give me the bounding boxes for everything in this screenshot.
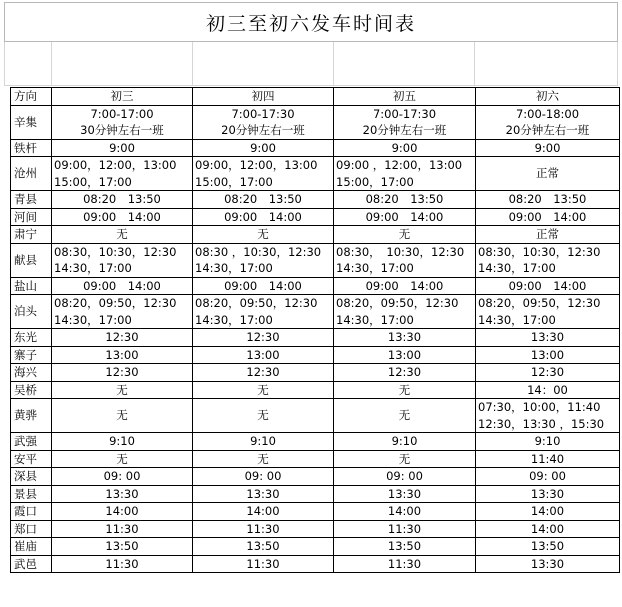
time-text: 13:30: [530, 556, 565, 571]
city-cell[interactable]: 黄骅: [11, 399, 52, 433]
city-cell[interactable]: 崔庙: [11, 538, 52, 556]
time-text: 08:20，09:50，12:30: [195, 296, 318, 310]
time-cell[interactable]: [334, 191, 476, 209]
time-cell[interactable]: [52, 450, 193, 468]
time-text: 13:00: [246, 347, 280, 362]
time-text: 无: [257, 227, 269, 241]
time-cell[interactable]: [193, 139, 334, 157]
time-cell[interactable]: [476, 503, 620, 521]
time-text: 08:30，10:30，12:30: [478, 244, 601, 259]
time-text: 14:00: [387, 504, 422, 518]
time-text: 14:30，17:00: [478, 261, 556, 275]
table-row: [11, 105, 620, 139]
time-text: 08:20 13:50: [224, 192, 302, 206]
time-text: 15:00，17:00: [195, 174, 273, 189]
city-cell[interactable]: 辛集: [11, 105, 52, 139]
time-text: 09:00 14:00: [508, 278, 587, 293]
time-cell[interactable]: [334, 277, 476, 295]
time-text: 7:00-17:30: [372, 106, 437, 121]
header-cell-day[interactable]: 初三: [52, 88, 193, 106]
city-cell[interactable]: 泊头: [11, 295, 52, 329]
time-cell[interactable]: [52, 364, 193, 382]
time-cell[interactable]: [476, 485, 620, 503]
time-text: 14:30，17:00: [54, 312, 132, 327]
time-cell[interactable]: [334, 381, 476, 399]
time-text: 13:30: [246, 486, 280, 501]
table-row: [11, 329, 620, 347]
time-cell[interactable]: [193, 191, 334, 209]
time-text: 08:30 ，10:30，12:30: [195, 244, 322, 259]
time-cell[interactable]: [52, 277, 193, 295]
table-row: [11, 208, 620, 226]
time-text: 09:00 ，12:00，13:00: [336, 158, 463, 172]
time-text: 14：00: [527, 382, 568, 397]
time-text: 9:00: [391, 140, 418, 155]
city-cell[interactable]: 东光: [11, 329, 52, 347]
time-cell[interactable]: [476, 468, 620, 486]
time-cell[interactable]: [193, 450, 334, 468]
time-cell[interactable]: [334, 399, 476, 433]
time-cell[interactable]: [334, 295, 476, 329]
time-text: 13:30: [387, 486, 422, 501]
table-row: [11, 538, 620, 556]
table-row: [11, 295, 620, 329]
table-row: [11, 520, 620, 538]
table-row: [11, 157, 620, 191]
time-text: 20分钟左右一班: [505, 123, 590, 137]
time-text: 无: [116, 382, 128, 397]
header-cell-day[interactable]: 初六: [476, 88, 620, 106]
header-cell-day[interactable]: 初四: [193, 88, 334, 106]
time-cell[interactable]: [193, 468, 334, 486]
city-cell[interactable]: 吴桥: [11, 381, 52, 399]
time-cell[interactable]: [334, 485, 476, 503]
time-text: 13:30: [105, 486, 139, 501]
time-cell[interactable]: [52, 139, 193, 157]
time-cell[interactable]: [334, 555, 476, 573]
time-text: 12:30: [530, 365, 565, 379]
time-text: 14:30，17:00: [336, 312, 414, 327]
time-cell[interactable]: [52, 295, 193, 329]
time-cell[interactable]: [52, 503, 193, 521]
time-cell[interactable]: [52, 208, 193, 226]
time-text: 08:30，10:30，12:30: [54, 244, 177, 259]
city-cell[interactable]: 武强: [11, 433, 52, 451]
table-row: [11, 243, 620, 277]
title-cell[interactable]: [4, 2, 618, 42]
time-cell[interactable]: [52, 520, 193, 538]
city-cell[interactable]: 景县: [11, 485, 52, 503]
table-row: [11, 555, 620, 573]
time-text: 08:20，09:50，12:30: [336, 296, 459, 310]
table-row: [11, 277, 620, 295]
time-text: 7:00-18:00: [515, 106, 580, 121]
time-cell[interactable]: [476, 450, 620, 468]
time-text: 08:20，09:50，12:30: [54, 296, 177, 310]
header-cell-direction[interactable]: 方向: [11, 88, 52, 106]
time-cell[interactable]: [52, 329, 193, 347]
time-text: 14:30，17:00: [195, 261, 273, 275]
time-cell[interactable]: [476, 364, 620, 382]
city-cell[interactable]: 霞口: [11, 503, 52, 521]
time-cell[interactable]: [476, 157, 620, 191]
empty-cell[interactable]: [52, 42, 193, 86]
empty-cell[interactable]: [193, 42, 334, 86]
time-text: 无: [257, 382, 269, 397]
table-row: [11, 381, 620, 399]
time-text: 14:00: [105, 504, 139, 518]
time-cell[interactable]: [476, 243, 620, 277]
time-text: 无: [398, 382, 411, 397]
time-cell[interactable]: [476, 381, 620, 399]
header-row: [11, 88, 620, 106]
time-cell[interactable]: [52, 105, 193, 139]
time-text: 14:00: [246, 504, 280, 518]
table-row: [11, 485, 620, 503]
city-cell[interactable]: 沧州: [11, 157, 52, 191]
time-cell[interactable]: [476, 139, 620, 157]
time-cell[interactable]: [193, 329, 334, 347]
time-cell[interactable]: [334, 364, 476, 382]
time-text: 09: 00: [103, 469, 141, 483]
time-text: 14:30，17:00: [195, 312, 273, 327]
table-row: [11, 433, 620, 451]
time-cell[interactable]: [334, 243, 476, 277]
city-cell[interactable]: 寨子: [11, 346, 52, 364]
table-row: [11, 450, 620, 468]
time-text: 20分钟左右一班: [362, 123, 447, 137]
time-text: 14:30，17:00: [478, 312, 556, 327]
time-cell[interactable]: [193, 433, 334, 451]
time-text: 13:50: [246, 539, 280, 553]
time-text: 11:30: [246, 556, 280, 571]
time-text: 09: 00: [386, 469, 423, 483]
time-cell[interactable]: [193, 364, 334, 382]
time-text: 9:00: [250, 140, 276, 155]
city-cell[interactable]: 河间: [11, 208, 52, 226]
time-cell[interactable]: [193, 381, 334, 399]
time-cell[interactable]: [193, 555, 334, 573]
time-cell[interactable]: [52, 399, 193, 433]
time-text: 9:00: [109, 140, 135, 155]
table-row: [11, 399, 620, 433]
time-text: 9:10: [391, 434, 418, 448]
time-cell[interactable]: [52, 468, 193, 486]
time-text: 13:50: [530, 539, 565, 553]
time-cell[interactable]: [52, 243, 193, 277]
time-cell[interactable]: [476, 520, 620, 538]
time-cell[interactable]: [476, 191, 620, 209]
time-text: 09:00 14:00: [83, 209, 161, 224]
time-text: 11:30: [387, 521, 422, 536]
time-text: 11:30: [105, 521, 139, 536]
time-cell[interactable]: [52, 538, 193, 556]
table-row: [11, 503, 620, 521]
time-cell[interactable]: [193, 105, 334, 139]
time-text: 09: 00: [529, 469, 566, 483]
time-text: 09: 00: [244, 469, 282, 483]
time-cell[interactable]: [193, 226, 334, 244]
time-cell[interactable]: [476, 329, 620, 347]
time-text: 无: [257, 408, 269, 423]
time-cell[interactable]: [476, 399, 620, 433]
time-text: 11:30: [105, 556, 139, 571]
time-cell[interactable]: [476, 277, 620, 295]
time-text: 12:30: [105, 330, 139, 344]
time-text: 08:20 13:50: [508, 192, 587, 206]
time-cell[interactable]: [334, 226, 476, 244]
time-text: 15:00，17:00: [336, 174, 414, 189]
time-cell[interactable]: [193, 277, 334, 295]
time-text: 14:30，17:00: [54, 261, 132, 275]
table-row: [11, 346, 620, 364]
table-row: [11, 139, 620, 157]
schedule-body: [11, 105, 620, 573]
city-cell[interactable]: 献县: [11, 243, 52, 277]
time-cell[interactable]: [52, 433, 193, 451]
time-text: 无: [116, 227, 128, 241]
time-text: 13:00: [105, 347, 139, 362]
page-title: 初三至初六发车时间表: [205, 12, 416, 35]
time-text: 09:00，12:00，13:00: [195, 158, 318, 172]
time-cell[interactable]: [476, 555, 620, 573]
table-row: [11, 226, 620, 244]
time-text: 08:20，09:50，12:30: [478, 296, 601, 310]
time-cell[interactable]: [193, 503, 334, 521]
time-cell[interactable]: [334, 520, 476, 538]
time-text: 无: [116, 408, 128, 423]
time-text: 11:30: [387, 556, 422, 571]
time-text: 9:10: [534, 434, 561, 448]
time-text: 12:30: [105, 365, 139, 379]
time-cell[interactable]: [52, 191, 193, 209]
city-cell[interactable]: 武邑: [11, 555, 52, 573]
time-text: 09:00 14:00: [224, 278, 302, 293]
time-text: 14:30，17:00: [336, 261, 414, 275]
city-cell[interactable]: 郑口: [11, 520, 52, 538]
time-cell[interactable]: [476, 295, 620, 329]
time-text: 09:00 14:00: [83, 278, 161, 293]
time-text: 正常: [536, 166, 559, 181]
time-text: 13:30: [530, 486, 565, 501]
time-cell[interactable]: [334, 433, 476, 451]
empty-cell[interactable]: [4, 42, 52, 86]
time-text: 无: [398, 451, 411, 466]
empty-cell[interactable]: [475, 42, 618, 86]
city-cell[interactable]: 青县: [11, 191, 52, 209]
time-cell[interactable]: [52, 555, 193, 573]
time-cell[interactable]: [193, 485, 334, 503]
table-row: [11, 468, 620, 486]
time-text: 20分钟左右一班: [221, 123, 305, 137]
time-text: 12:30: [387, 365, 422, 379]
time-cell[interactable]: [52, 485, 193, 503]
time-text: 09:00，12:00，13:00: [54, 158, 177, 172]
time-text: 13:50: [105, 539, 139, 553]
time-cell[interactable]: [193, 208, 334, 226]
time-text: 13:50: [387, 539, 422, 553]
time-text: 08:30， 10:30，12:30: [336, 244, 465, 259]
time-cell[interactable]: [476, 433, 620, 451]
time-cell[interactable]: [193, 157, 334, 191]
time-cell[interactable]: [476, 346, 620, 364]
time-cell[interactable]: [193, 538, 334, 556]
time-cell[interactable]: [334, 450, 476, 468]
time-cell[interactable]: [193, 295, 334, 329]
city-cell[interactable]: 深县: [11, 468, 52, 486]
time-text: 无: [257, 451, 269, 466]
schedule-table: [10, 87, 620, 573]
time-cell[interactable]: [52, 346, 193, 364]
time-text: 12:30: [246, 365, 280, 379]
table-row: [11, 364, 620, 382]
time-cell[interactable]: [476, 208, 620, 226]
time-cell[interactable]: [193, 346, 334, 364]
time-text: 7:00-17:30: [231, 106, 295, 121]
time-text: 无: [398, 408, 411, 423]
time-text: 30分钟左右一班: [80, 123, 164, 137]
table-row: [11, 191, 620, 209]
time-text: 无: [116, 451, 128, 466]
time-text: 11:40: [530, 451, 565, 466]
time-text: 11:30: [246, 521, 280, 536]
time-text: 14:00: [530, 521, 565, 536]
time-cell[interactable]: [476, 226, 620, 244]
time-cell[interactable]: [334, 157, 476, 191]
time-text: 14:00: [530, 504, 565, 518]
time-text: 12:30: [246, 330, 280, 344]
time-text: 13:00: [530, 347, 565, 362]
time-text: 08:20 13:50: [83, 192, 161, 206]
time-text: 12:30，13:30 ，15:30: [478, 416, 605, 431]
time-text: 08:20 13:50: [365, 192, 444, 206]
time-text: 07:30，10:00，11:40: [478, 400, 601, 414]
header-cell-day[interactable]: 初五: [334, 88, 476, 106]
time-text: 13:30: [387, 330, 422, 344]
city-cell[interactable]: 肃宁: [11, 226, 52, 244]
time-cell[interactable]: [193, 243, 334, 277]
time-cell[interactable]: [476, 105, 620, 139]
time-text: 13:00: [387, 347, 422, 362]
time-cell[interactable]: [52, 381, 193, 399]
city-cell[interactable]: 铁杆: [11, 139, 52, 157]
time-text: 09:00 14:00: [365, 209, 444, 224]
time-cell[interactable]: [334, 139, 476, 157]
empty-cell[interactable]: [334, 42, 475, 86]
time-cell[interactable]: [334, 538, 476, 556]
time-text: 09:00 14:00: [508, 209, 587, 224]
time-text: 09:00 14:00: [224, 209, 302, 224]
city-cell[interactable]: 海兴: [11, 364, 52, 382]
time-text: 09:00 14:00: [365, 278, 444, 293]
time-cell[interactable]: [334, 503, 476, 521]
time-cell[interactable]: [52, 226, 193, 244]
time-cell[interactable]: [52, 157, 193, 191]
time-cell[interactable]: [193, 399, 334, 433]
time-text: 13:30: [530, 330, 565, 344]
time-cell[interactable]: [476, 538, 620, 556]
time-cell[interactable]: [334, 468, 476, 486]
time-text: 9:10: [250, 434, 276, 448]
city-cell[interactable]: 安平: [11, 450, 52, 468]
time-cell[interactable]: [334, 329, 476, 347]
time-cell[interactable]: [334, 346, 476, 364]
city-cell[interactable]: 盐山: [11, 277, 52, 295]
time-cell[interactable]: [193, 520, 334, 538]
time-cell[interactable]: [334, 105, 476, 139]
time-cell[interactable]: [334, 208, 476, 226]
time-text: 正常: [536, 227, 559, 241]
time-text: 9:00: [534, 140, 561, 155]
time-text: 无: [398, 227, 411, 241]
time-text: 7:00-17:00: [90, 106, 154, 121]
time-text: 9:10: [109, 434, 135, 448]
time-text: 15:00，17:00: [54, 174, 132, 189]
empty-row: [4, 42, 618, 86]
